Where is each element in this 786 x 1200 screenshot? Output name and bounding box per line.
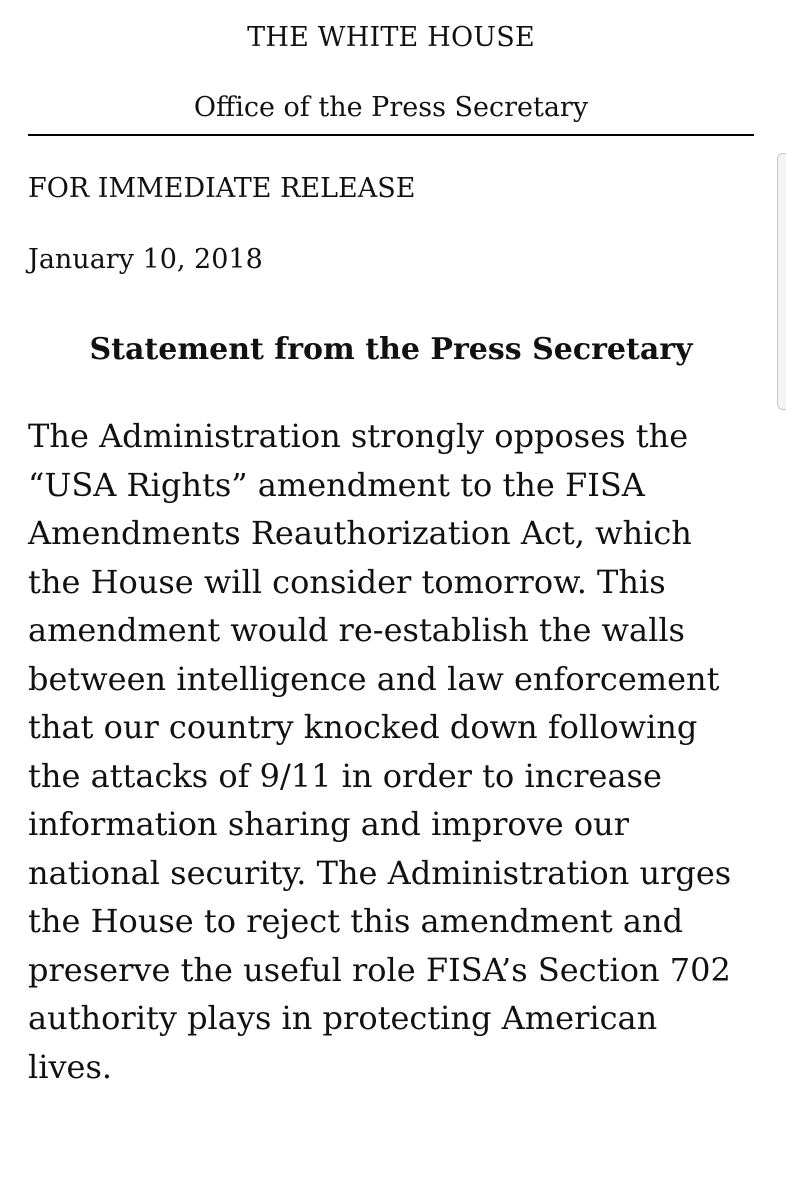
statement-body (28, 412, 768, 1091)
body-line: the House will consider tomorrow. This (28, 562, 666, 601)
body-line: national security. The Administration urges (28, 853, 732, 892)
body-line: between intelligence and law enforcement (28, 659, 720, 698)
header-office: Office of the Press Secretary (193, 92, 589, 123)
body-line: lives. (28, 1047, 113, 1086)
release-label: FOR IMMEDIATE RELEASE (28, 173, 416, 204)
body-line: authority plays in protecting American (28, 999, 658, 1037)
statement-title: Statement from the Press Secretary (89, 332, 693, 367)
body-line: the House to reject this amendment and (28, 902, 684, 940)
scrollbar-thumb[interactable] (777, 153, 786, 410)
body-line: preserve the useful role FISA’s Section 702 (28, 950, 731, 989)
body-line: Amendments Reauthorization Act, which (28, 514, 692, 552)
body-line: that our country knocked down following (28, 708, 698, 746)
header-title: THE WHITE HOUSE (247, 22, 535, 53)
release-date: January 10, 2018 (28, 244, 263, 275)
body-line: information sharing and improve our (28, 805, 630, 843)
body-line: the attacks of 9/11 in order to increase (28, 756, 662, 795)
body-line: amendment would re-establish the walls (28, 611, 685, 649)
body-line: “USA Rights” amendment to the FISA (28, 465, 645, 504)
header-divider (28, 134, 754, 136)
body-line: The Administration strongly opposes the (28, 417, 689, 455)
